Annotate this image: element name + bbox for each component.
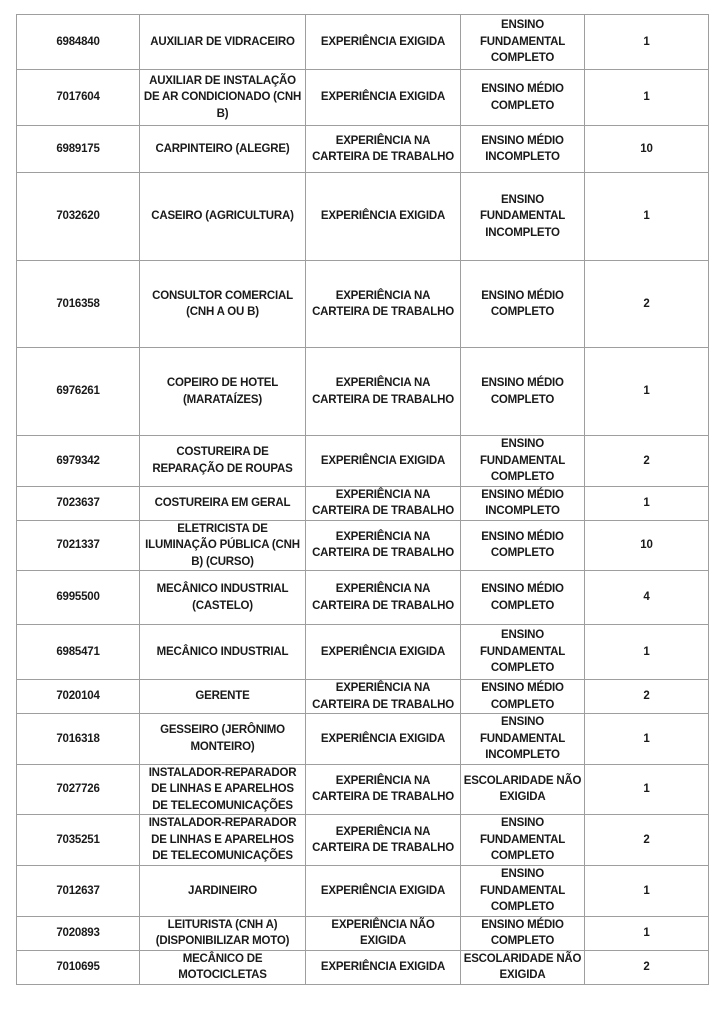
job-code-cell: 7016358	[17, 261, 140, 348]
experience-cell: EXPERIÊNCIA EXIGIDA	[306, 950, 461, 984]
table-row	[17, 950, 709, 984]
job-code-cell: 7023637	[17, 486, 140, 520]
education-cell: ENSINO MÉDIO COMPLETO	[461, 261, 585, 348]
table-row	[17, 173, 709, 261]
experience-cell: EXPERIÊNCIA NÃO EXIGIDA	[306, 916, 461, 950]
occupation-cell: INSTALADOR-REPARADOR DE LINHAS E APARELHOS DE TELECOMUNICAÇÕES	[140, 815, 306, 866]
openings-count-cell: 1	[585, 714, 709, 765]
education-cell: ENSINO FUNDAMENTAL COMPLETO	[461, 815, 585, 866]
table-row	[17, 70, 709, 126]
education-cell: ENSINO FUNDAMENTAL COMPLETO	[461, 436, 585, 487]
experience-cell: EXPERIÊNCIA NA CARTEIRA DE TRABALHO	[306, 486, 461, 520]
occupation-cell: ELETRICISTA DE ILUMINAÇÃO PÚBLICA (CNH B) (CURSO)	[140, 520, 306, 571]
occupation-cell: COSTUREIRA DE REPARAÇÃO DE ROUPAS	[140, 436, 306, 487]
education-cell: ENSINO MÉDIO COMPLETO	[461, 571, 585, 625]
experience-cell: EXPERIÊNCIA NA CARTEIRA DE TRABALHO	[306, 764, 461, 815]
openings-count-cell: 1	[585, 486, 709, 520]
table-row	[17, 486, 709, 520]
table-row	[17, 348, 709, 436]
job-code-cell: 6984840	[17, 15, 140, 70]
education-cell: ENSINO FUNDAMENTAL INCOMPLETO	[461, 714, 585, 765]
education-cell: ENSINO FUNDAMENTAL COMPLETO	[461, 625, 585, 680]
openings-count-cell: 2	[585, 950, 709, 984]
table-row	[17, 436, 709, 487]
table-row	[17, 625, 709, 680]
table-row	[17, 866, 709, 917]
job-code-cell: 7032620	[17, 173, 140, 261]
job-code-cell: 6985471	[17, 625, 140, 680]
occupation-cell: MECÂNICO DE MOTOCICLETAS	[140, 950, 306, 984]
job-code-cell: 7021337	[17, 520, 140, 571]
openings-count-cell: 1	[585, 348, 709, 436]
openings-count-cell: 10	[585, 520, 709, 571]
education-cell: ENSINO MÉDIO INCOMPLETO	[461, 126, 585, 173]
education-cell: ENSINO FUNDAMENTAL COMPLETO	[461, 15, 585, 70]
job-code-cell: 6995500	[17, 571, 140, 625]
experience-cell: EXPERIÊNCIA NA CARTEIRA DE TRABALHO	[306, 520, 461, 571]
table-row	[17, 680, 709, 714]
education-cell: ENSINO MÉDIO COMPLETO	[461, 916, 585, 950]
occupation-cell: MECÂNICO INDUSTRIAL	[140, 625, 306, 680]
job-openings-table	[16, 14, 709, 985]
table-row	[17, 714, 709, 765]
experience-cell: EXPERIÊNCIA EXIGIDA	[306, 173, 461, 261]
openings-count-cell: 1	[585, 764, 709, 815]
occupation-cell: LEITURISTA (CNH A) (DISPONIBILIZAR MOTO)	[140, 916, 306, 950]
table-row	[17, 126, 709, 173]
job-code-cell: 6989175	[17, 126, 140, 173]
openings-count-cell: 2	[585, 436, 709, 487]
job-code-cell: 6976261	[17, 348, 140, 436]
openings-count-cell: 10	[585, 126, 709, 173]
table-row	[17, 261, 709, 348]
openings-count-cell: 1	[585, 625, 709, 680]
openings-count-cell: 1	[585, 70, 709, 126]
occupation-cell: CARPINTEIRO (ALEGRE)	[140, 126, 306, 173]
occupation-cell: INSTALADOR-REPARADOR DE LINHAS E APARELHOS DE TELECOMUNICAÇÕES	[140, 764, 306, 815]
job-code-cell: 6979342	[17, 436, 140, 487]
job-code-cell: 7010695	[17, 950, 140, 984]
education-cell: ENSINO MÉDIO COMPLETO	[461, 520, 585, 571]
occupation-cell: AUXILIAR DE VIDRACEIRO	[140, 15, 306, 70]
openings-count-cell: 4	[585, 571, 709, 625]
job-code-cell: 7027726	[17, 764, 140, 815]
job-code-cell: 7017604	[17, 70, 140, 126]
occupation-cell: GERENTE	[140, 680, 306, 714]
openings-count-cell: 2	[585, 261, 709, 348]
table-row	[17, 815, 709, 866]
experience-cell: EXPERIÊNCIA EXIGIDA	[306, 70, 461, 126]
table-row	[17, 15, 709, 70]
job-code-cell: 7012637	[17, 866, 140, 917]
occupation-cell: COSTUREIRA EM GERAL	[140, 486, 306, 520]
education-cell: ENSINO MÉDIO INCOMPLETO	[461, 486, 585, 520]
occupation-cell: CONSULTOR COMERCIAL (CNH A OU B)	[140, 261, 306, 348]
experience-cell: EXPERIÊNCIA NA CARTEIRA DE TRABALHO	[306, 815, 461, 866]
education-cell: ENSINO FUNDAMENTAL COMPLETO	[461, 866, 585, 917]
experience-cell: EXPERIÊNCIA EXIGIDA	[306, 866, 461, 917]
experience-cell: EXPERIÊNCIA NA CARTEIRA DE TRABALHO	[306, 680, 461, 714]
experience-cell: EXPERIÊNCIA NA CARTEIRA DE TRABALHO	[306, 571, 461, 625]
job-code-cell: 7020104	[17, 680, 140, 714]
table-body	[17, 15, 709, 985]
experience-cell: EXPERIÊNCIA EXIGIDA	[306, 625, 461, 680]
openings-count-cell: 1	[585, 916, 709, 950]
experience-cell: EXPERIÊNCIA EXIGIDA	[306, 714, 461, 765]
job-code-cell: 7035251	[17, 815, 140, 866]
education-cell: ENSINO MÉDIO COMPLETO	[461, 348, 585, 436]
experience-cell: EXPERIÊNCIA NA CARTEIRA DE TRABALHO	[306, 126, 461, 173]
openings-count-cell: 2	[585, 815, 709, 866]
openings-count-cell: 1	[585, 15, 709, 70]
table-row	[17, 764, 709, 815]
occupation-cell: COPEIRO DE HOTEL (MARATAÍZES)	[140, 348, 306, 436]
experience-cell: EXPERIÊNCIA EXIGIDA	[306, 15, 461, 70]
openings-count-cell: 1	[585, 866, 709, 917]
education-cell: ESCOLARIDADE NÃO EXIGIDA	[461, 764, 585, 815]
occupation-cell: AUXILIAR DE INSTALAÇÃO DE AR CONDICIONADO (CNH B)	[140, 70, 306, 126]
table-row	[17, 520, 709, 571]
occupation-cell: GESSEIRO (JERÔNIMO MONTEIRO)	[140, 714, 306, 765]
education-cell: ESCOLARIDADE NÃO EXIGIDA	[461, 950, 585, 984]
job-code-cell: 7020893	[17, 916, 140, 950]
table-row	[17, 571, 709, 625]
table-row	[17, 916, 709, 950]
education-cell: ENSINO MÉDIO COMPLETO	[461, 70, 585, 126]
openings-count-cell: 1	[585, 173, 709, 261]
occupation-cell: MECÂNICO INDUSTRIAL (CASTELO)	[140, 571, 306, 625]
education-cell: ENSINO FUNDAMENTAL INCOMPLETO	[461, 173, 585, 261]
education-cell: ENSINO MÉDIO COMPLETO	[461, 680, 585, 714]
openings-count-cell: 2	[585, 680, 709, 714]
occupation-cell: CASEIRO (AGRICULTURA)	[140, 173, 306, 261]
job-code-cell: 7016318	[17, 714, 140, 765]
occupation-cell: JARDINEIRO	[140, 866, 306, 917]
experience-cell: EXPERIÊNCIA NA CARTEIRA DE TRABALHO	[306, 261, 461, 348]
experience-cell: EXPERIÊNCIA NA CARTEIRA DE TRABALHO	[306, 348, 461, 436]
experience-cell: EXPERIÊNCIA EXIGIDA	[306, 436, 461, 487]
